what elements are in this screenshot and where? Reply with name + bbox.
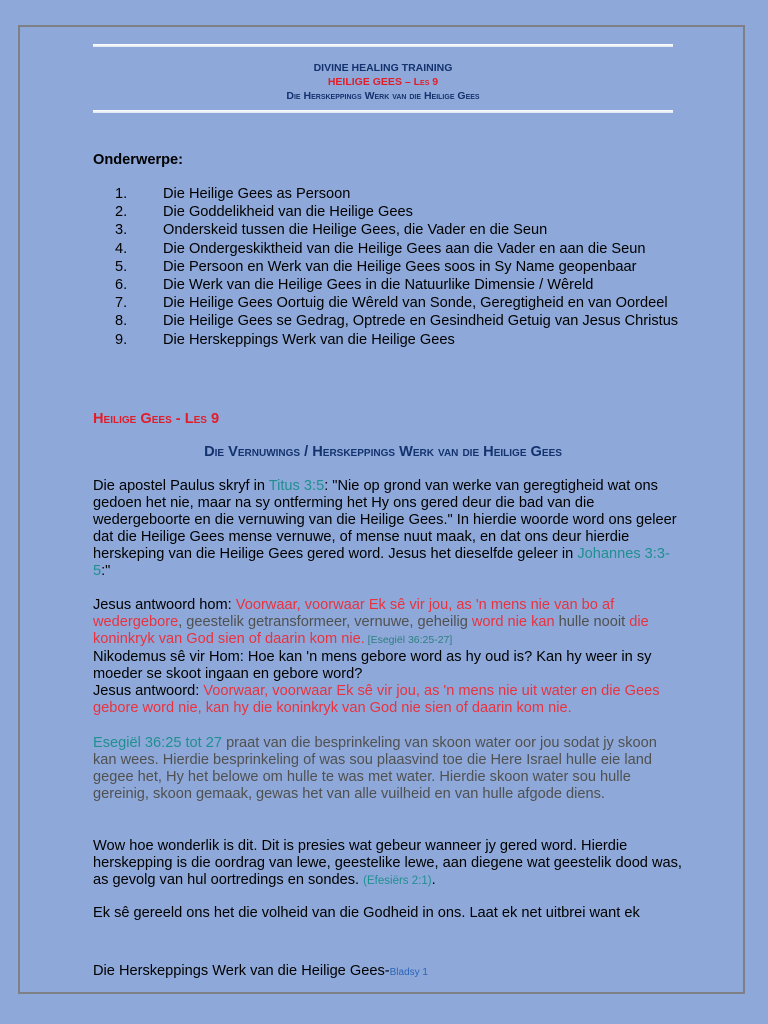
list-item: 7. Die Heilige Gees Oortuig die Wêreld van Sonde, Geregtigheid en van Oordeel xyxy=(115,295,668,312)
header-title: Die Herskeppings Werk van die Heilige Gees xyxy=(286,90,480,102)
list-item: 9. Die Herskeppings Werk van die Heilige Gees xyxy=(115,331,455,348)
nicodemus-line: Nikodemus sê vir Hom: Hoe kan 'n mens gebore word as hy oud is? Kan hy weer in sy moeder se skoot ingaan en gebore word? xyxy=(93,649,652,682)
header-course: DIVINE HEALING TRAINING xyxy=(313,62,453,74)
paragraph-volheid: Ek sê gereeld ons het die volheid van die Godheid in ons. Laat ek net uitbrei want ek xyxy=(93,905,640,921)
scripture-link[interactable]: Johannes 3:3-5 xyxy=(93,546,670,579)
dialogue-block: Jesus antwoord hom: Voorwaar, voorwaar Ek sê vir jou, as 'n mens nie van bo af wedergebore, geestelik getransformeer, vernuwe, geheilig word nie kan hulle nooit die koninkryk van God sien of daarin kom nie. [Esegiël 36:25-27] Nikodemus sê vir Hom: Hoe kan 'n mens gebore word as hy oud is? Kan hy weer in sy moeder se skoot ingaan en gebore word? Jesus antwoord: Voorwaar, voorwaar Ek sê vir jou, as 'n mens nie uit water en die Gees gebore word nie, kan hy die koninkryk van God nie sien of daarin kom nie. xyxy=(93,597,660,716)
page-footer: Die Herskeppings Werk van die Heilige Gees-Bladsy 1 xyxy=(93,963,428,979)
scripture-link[interactable]: Esegiël 36:25 tot 27 xyxy=(93,735,223,751)
list-item: 1. Die Heilige Gees as Persoon xyxy=(115,186,351,202)
topics-list xyxy=(115,185,693,349)
list-item: 2. Die Goddelikheid van die Heilige Gees xyxy=(115,204,413,221)
scripture-link[interactable]: [Esegiël 36:25-27] xyxy=(364,634,453,646)
paragraph-intro: Die apostel Paulus skryf in Titus 3:5: "Nie op grond van werke van geregtigheid wat ons gedoen het nie, maar na sy ontferming het Hy ons gered deur die bad van die wedergeboorte en die vernuwing van die Heilige Gees." In hierdie woorde word ons geleer dat die Heilige Gees mense vernuwe, of mense nuut maak, en dat ons deur hierdie herskeping van die Heilige Gees gered word. Jesus het dieselfde geleer in Johannes 3:3-5:" xyxy=(93,478,677,579)
scripture-link[interactable]: Titus 3:5 xyxy=(268,478,325,494)
lesson-title: Die Vernuwings / Herskeppings Werk van die Heilige Gees xyxy=(204,444,562,460)
list-item: 6. Die Werk van die Heilige Gees in die Natuurlike Dimensie / Wêreld xyxy=(115,277,594,294)
scripture-link[interactable]: (Efesiërs 2:1) xyxy=(363,875,432,887)
header-rule-bottom xyxy=(93,110,673,113)
list-item: 4. Die Ondergeskiktheid van die Heilige Gees aan die Vader en aan die Seun xyxy=(115,240,646,257)
list-item: 3. Onderskeid tussen die Heilige Gees, die Vader en die Seun xyxy=(115,222,548,239)
lesson-label: Heilige Gees - Les 9 xyxy=(93,411,220,427)
header-rule-top xyxy=(93,44,673,47)
topics-heading: Onderwerpe: xyxy=(93,152,184,168)
list-item: 5. Die Persoon en Werk van die Heilige Gees soos in Sy Name geopenbaar xyxy=(115,258,637,275)
paragraph-esegiel: Esegiël 36:25 tot 27 praat van die besprinkeling van skoon water oor jou sodat jy skoon kan wees. Hierdie besprinkeling of was sou plaasvind toe die Here Israel hulle eie land gegee het, Hy het belowe om hulle te was met water. Hierdie skoon water sou hulle gereinig, skoon gemaak, gewas het van alle vuilheid en van hulle afgode diens. xyxy=(93,735,657,802)
header-lesson: HEILIGE GEES – Les 9 xyxy=(327,76,439,88)
paragraph-wow: Wow hoe wonderlik is dit. Dit is presies wat gebeur wanneer jy gered word. Hierdie herskepping is die oordrag van lewe, geestelike lewe, aan diegene wat geestelik dood was, as gevolg van hul oortredings en sondes. (Efesiërs 2:1). xyxy=(93,838,682,888)
list-item: 8. Die Heilige Gees se Gedrag, Optrede en Gesindheid Getuig van Jesus Christus xyxy=(115,313,679,330)
page-number: Bladsy 1 xyxy=(389,967,428,978)
